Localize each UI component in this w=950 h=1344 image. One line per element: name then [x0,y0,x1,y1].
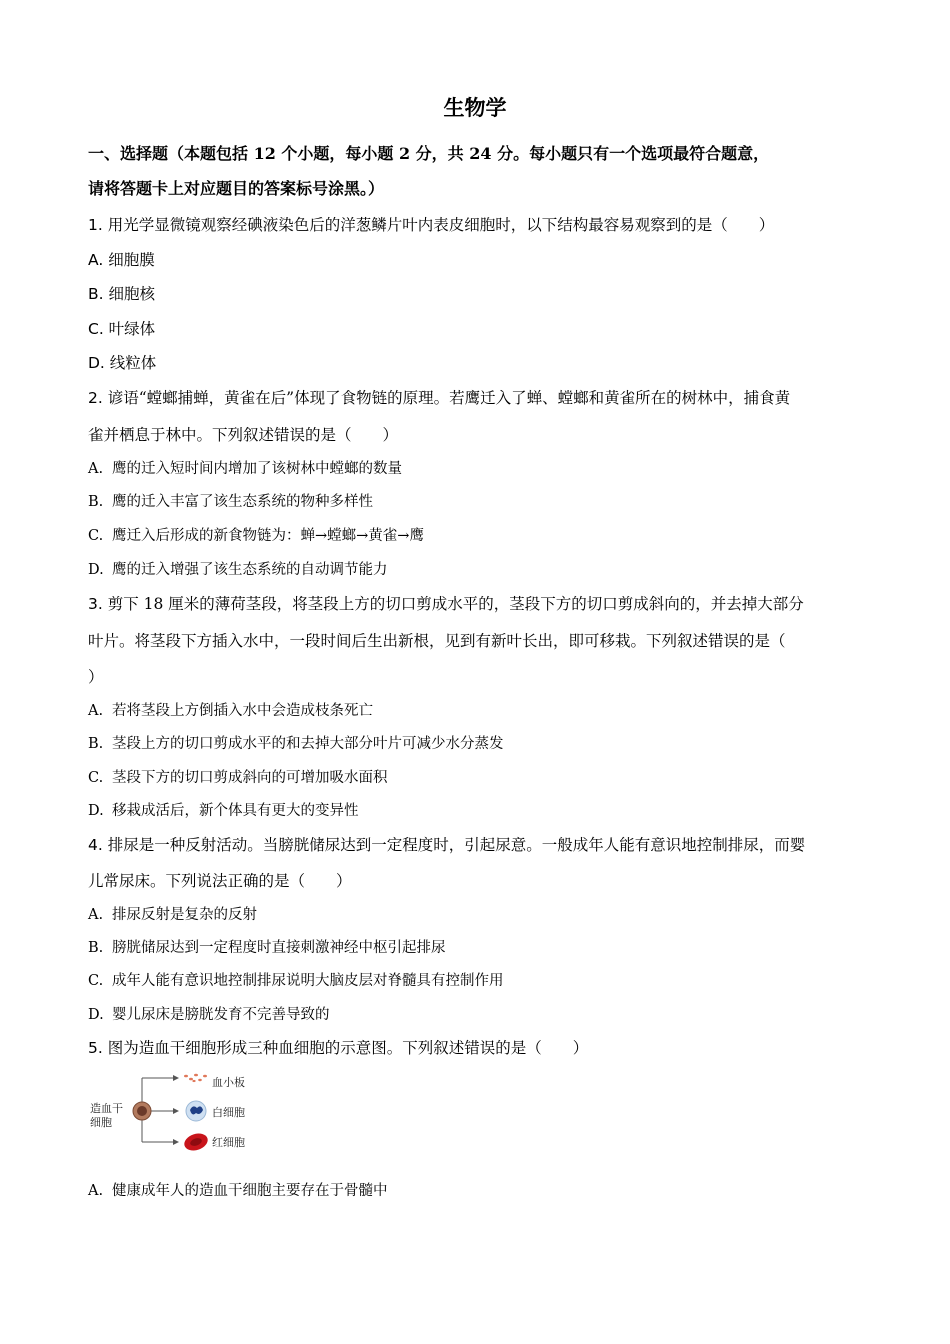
question-text: 图为造血干细胞形成三种血细胞的示意图。下列叙述错误的是（ ） [102,1039,589,1057]
q3-option-d [88,801,359,821]
option-letter: A. [88,907,104,923]
platelet-label: 血小板 [212,1076,245,1089]
question-3-stem-line-2: 叶片。将茎段下方插入水中，一段时间后生出新根，见到有新叶长出，即可移栽。下列叙述错误的是（ [88,632,786,650]
option-text: 鹰的迁入增强了该生态系统的自动调节能力 [112,562,388,578]
question-text: 谚语“螳螂捕蝉，黄雀在后”体现了食物链的原理。若鹰迁入了蝉、螳螂和黄雀所在的树林中，捕食黄 [102,389,791,407]
q3-option-a [88,701,373,721]
option-text: 健康成年人的造血干细胞主要存在于骨髓中 [112,1183,388,1199]
q2-option-b [88,492,373,512]
stem-cell-icon [133,1102,151,1120]
q5-option-a [88,1181,388,1201]
white-blood-cell-icon [186,1101,206,1121]
q2-option-a [88,459,402,479]
question-4-stem-line-2: 儿常尿床。下列说法正确的是（ ） [88,872,352,890]
option-letter: A. [88,251,104,269]
option-text: 排尿反射是复杂的反射 [112,907,257,923]
section-heading-line-1: 一、选择题（本题包括 12 个小题，每小题 2 分，共 24 分。每小题只有一个选项最符合题意， [88,144,770,163]
option-text: 细胞膜 [103,251,155,269]
q2-option-c [88,526,424,546]
option-letter: B. [88,494,104,510]
option-letter: C. [88,320,104,338]
question-number: 3. [88,595,103,613]
option-letter: B. [88,285,104,303]
blood-cell-diagram [86,1070,266,1160]
option-text: 细胞核 [103,285,155,303]
option-letter: D. [88,354,105,372]
option-text: 成年人能有意识地控制排尿说明大脑皮层对脊髓具有控制作用 [112,973,504,989]
option-letter: B. [88,736,104,752]
q2-option-d [88,560,388,580]
q1-option-b [88,284,155,304]
white-blood-cell-label: 白细胞 [212,1106,245,1119]
question-number: 1. [88,216,103,234]
question-number: 4. [88,836,103,854]
q4-option-c [88,971,504,991]
q4-option-a [88,905,257,925]
option-text: 膀胱储尿达到一定程度时直接刺激神经中枢引起排尿 [112,940,446,956]
option-letter: C. [88,770,104,786]
question-text: 用光学显微镜观察经碘液染色后的洋葱鳞片叶内表皮细胞时，以下结构最容易观察到的是（ ） [102,216,775,234]
option-letter: A. [88,461,104,477]
section-heading-line-2: 请将答题卡上对应题目的答案标号涂黑。） [88,179,385,198]
question-text: 剪下 18 厘米的薄荷茎段，将茎段上方的切口剪成水平的，茎段下方的切口剪成斜向的，并去掉大部分 [102,595,804,613]
option-text: 若将茎段上方倒插入水中会造成枝条死亡 [112,703,373,719]
q1-option-d [88,353,156,373]
option-text: 茎段上方的切口剪成水平的和去掉大部分叶片可减少水分蒸发 [112,736,504,752]
red-blood-cell-label: 红细胞 [212,1136,245,1149]
option-letter: D. [88,562,104,578]
option-text: 移栽成活后，新个体具有更大的变异性 [112,803,359,819]
red-blood-cell-icon [182,1131,210,1154]
option-letter: A. [88,1183,104,1199]
option-letter: B. [88,940,104,956]
option-letter: D. [88,803,104,819]
question-5-stem [88,1038,588,1058]
option-text: 茎段下方的切口剪成斜向的可增加吸水面积 [112,770,388,786]
q1-option-c [88,319,155,339]
source-label: 造血干 [90,1102,123,1115]
question-1-stem [88,215,774,235]
option-letter: A. [88,703,104,719]
platelet-icon [184,1074,207,1082]
q3-option-b [88,734,504,754]
source-label: 细胞 [90,1116,112,1129]
option-text: 鹰迁入后形成的新食物链为：蝉→螳螂→黄雀→鹰 [112,528,424,544]
question-4-stem-line-1 [88,835,805,855]
question-3-stem-line-1 [88,594,804,614]
question-number: 5. [88,1039,103,1057]
option-letter: C. [88,528,104,544]
option-letter: D. [88,1007,104,1023]
option-text: 线粒体 [104,354,157,372]
q1-option-a [88,250,155,270]
question-2-stem-line-1 [88,388,790,408]
q4-option-b [88,938,446,958]
option-text: 婴儿尿床是膀胱发育不完善导致的 [112,1007,330,1023]
option-text: 鹰的迁入短时间内增加了该树林中螳螂的数量 [112,461,402,477]
question-3-stem-line-3: ） [88,668,104,686]
option-letter: C. [88,973,104,989]
option-text: 叶绿体 [103,320,156,338]
option-text: 鹰的迁入丰富了该生态系统的物种多样性 [112,494,373,510]
page-title: 生物学 [443,95,507,120]
q4-option-d [88,1005,330,1025]
question-text: 排尿是一种反射活动。当膀胱储尿达到一定程度时，引起尿意。一般成年人能有意识地控制排尿，而婴 [102,836,806,854]
question-2-stem-line-2: 雀并栖息于林中。下列叙述错误的是（ ） [88,426,399,444]
q3-option-c [88,768,388,788]
question-number: 2. [88,389,103,407]
